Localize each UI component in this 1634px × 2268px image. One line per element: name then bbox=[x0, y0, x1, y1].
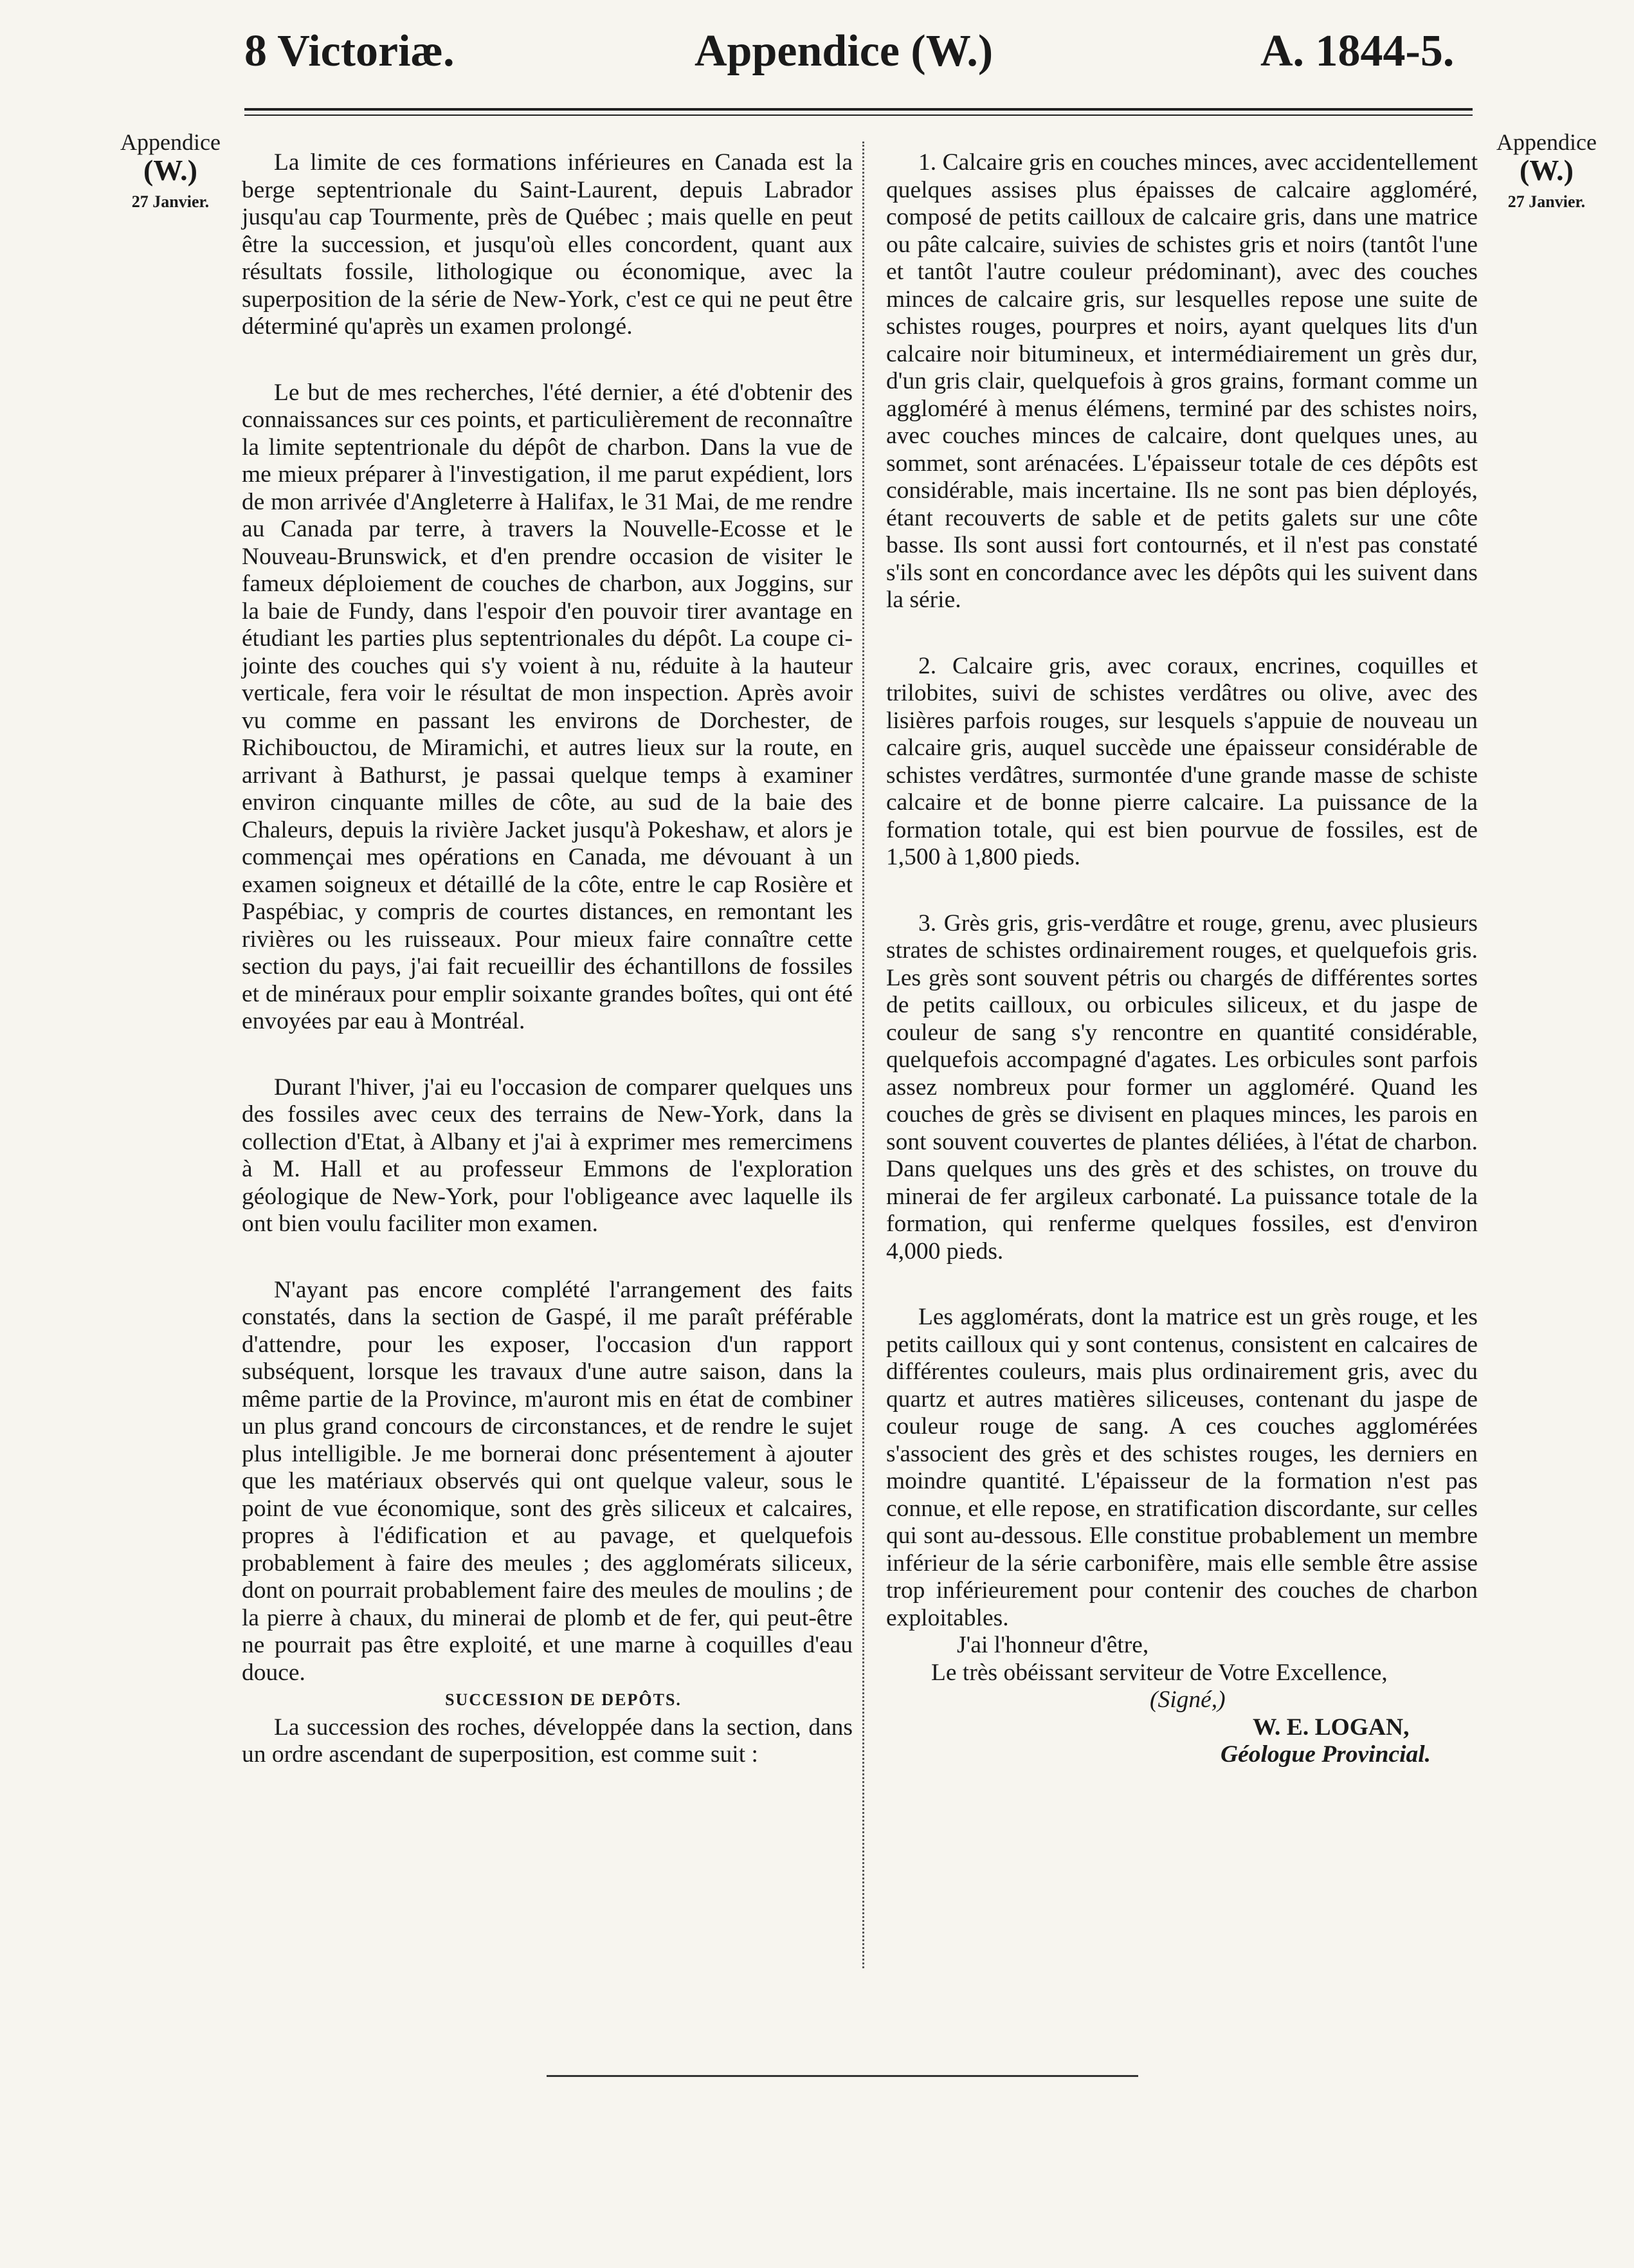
paragraph: La succession des roches, développée dans la section, dans un ordre ascendant de superposition, est comme suit : bbox=[242, 1714, 853, 1768]
footer-rule bbox=[547, 2075, 1138, 2077]
paragraph: 2. Calcaire gris, avec coraux, encrines, coquilles et trilobites, suivi de schistes verdâtres ou olive, avec des lisières parfois rouges, sur lesquels s'appuie de nouveau un calcaire gris, auquel succède une épaisseur considérable de schistes verdâtres, surmontée d'une grande masse de schiste calcaire et de bonne pierre calcaire. La puissance de la formation totale, qui est bien pourvue de fossiles, est de 1,500 à 1,800 pieds. bbox=[886, 652, 1478, 870]
margin-note-date: 27 Janvier. bbox=[131, 192, 210, 211]
section-heading: SUCCESSION DE DEPÔTS. bbox=[445, 1690, 682, 1709]
header-regnal-year: 8 Victoriæ. bbox=[244, 26, 455, 76]
page-header bbox=[231, 26, 1479, 90]
signatory-title: Géologue Provincial. bbox=[1221, 1741, 1431, 1768]
signatory-name: W. E. LOGAN, bbox=[1253, 1714, 1410, 1741]
margin-note-letter: (W.) bbox=[1520, 154, 1574, 187]
paragraph: Le but de mes recherches, l'été dernier, a été d'obtenir des connaissances sur ces points, et particulièrement de reconnaître la limite septentrionale du dépôt de charbon. Dans la vue de me mieux préparer à l'investigation, il me parut expédient, lors de mon arrivée d'Angleterre à Halifax, le 31 Mai, de me rendre au Canada par terre, à travers la Nouvelle-Ecosse et le Nouveau-Brunswick, et d'en prendre occasion de visiter le fameux déploiement de couches de charbon, aux Joggins, sur la baie de Fundy, dans l'espoir d'en pouvoir tirer avantage en étudiant les parties plus septentrionales du dépôt. La coupe ci-jointe des couches qui s'y voient à nu, réduite à la hauteur verticale, fera voir le résultat de mon inspection. Après avoir vu comme en passant les environs de Dorchester, de Richibouctou, de Miramichi, et autres lieux sur la route, en arrivant à Bathurst, je passai quelque temps à examiner environ cinquante milles de côte, au sud de la baie des Chaleurs, depuis la rivière Jacket jusqu'à Pokeshaw, et alors je commençai mes opérations en Canada, me dévouant à un examen soigneux et détaillé de la côte, entre le cap Rosière et Paspébiac, y compris de courtes distances, en remontant les rivières ou les ruisseaux. Pour mieux faire connaître cette section du pays, j'ai fait recueillir des échantillons de fossiles et de minéraux pour emplir soixante grandes boîtes, qui ont été envoyées par eau à Montréal. bbox=[242, 379, 853, 1034]
left-column bbox=[242, 149, 853, 1769]
margin-note-date: 27 Janvier. bbox=[1507, 192, 1586, 211]
closing-signed: (Signé,) bbox=[1150, 1687, 1226, 1713]
paragraph: 3. Grès gris, gris-verdâtre et rouge, grenu, avec plusieurs strates de schistes ordinairement rouges, et quelquefois gris. Les grès sont souvent pétris ou chargés de différentes sortes de petits cailloux, ou orbicules siliceux, et du jaspe de couleur de sang s'y rencontre en quantité considérable, quelquefois accompagné d'agates. Les orbicules sont parfois assez nombreux pour former un aggloméré. Quand les couches de grès se divisent en plaques minces, les parois en sont souvent couvertes de plantes déliées, à l'état de charbon. Dans quelques uns des grès et des schistes, on trouve du minerai de fer argileux carbonaté. La puissance totale de la formation, qui renferme quelques fossiles, est d'environ 4,000 pieds. bbox=[886, 910, 1478, 1265]
paragraph: N'ayant pas encore complété l'arrangement des faits constatés, dans la section de Gaspé, il me paraît préférable d'attendre, pour les exposer, l'occasion d'un rapport subséquent, lorsque les travaux d'une autre saison, dans la même partie de la Province, m'auront mis en état de combiner un plus grand concours de circonstances, et de rendre le sujet plus intelligible. Je me bornerai donc présentement à ajouter que les matériaux observés qui ont quelque valeur, sous le point de vue économique, sont des grès siliceux et calcaires, propres à l'édification et au pavage, et quelquefois probablement à faire des meules ; des agglomérats siliceux, dont on pourrait probablement faire des meules de moulins ; de la pierre à chaux, du minerai de plomb et de fer, qui peut-être ne pourrait pas être exploité, et une marne à coquilles d'eau douce. bbox=[242, 1276, 853, 1686]
header-rule bbox=[244, 108, 1473, 116]
header-year: A. 1844-5. bbox=[1260, 26, 1455, 76]
paragraph: Les agglomérats, dont la matrice est un grès rouge, et les petits cailloux qui y sont contenus, consistent en calcaires de différentes couleurs, mais plus ordinairement gris, avec du quartz et autres matières siliceuses, contenant du jaspe de couleur rouge de sang. A ces couches agglomérées s'associent des grès et des schistes rouges, les derniers en moindre quantité. L'épaisseur de la formation n'est pas connue, et elle repose, en stratification discordante, sur celles qui sont au-dessous. Elle constitue probablement un membre inférieur de la série carbonifère, mais elle semble être assise trop inférieurement pour contenir des couches de charbon exploitables. bbox=[886, 1304, 1478, 1631]
closing-greeting: J'ai l'honneur d'être, bbox=[957, 1632, 1149, 1658]
header-appendix: Appendice (W.) bbox=[694, 26, 994, 76]
margin-note-letter: (W.) bbox=[143, 154, 197, 187]
margin-note-right bbox=[1479, 129, 1614, 212]
closing-servant: Le très obéissant serviteur de Votre Excellence, bbox=[931, 1659, 1388, 1686]
paragraph: La limite de ces formations inférieures en Canada est la berge septentrionale du Saint-Laurent, depuis Labrador jusqu'au cap Tourmente, près de Québec ; mais quelle en peut être la succession, et jusqu'où elles concordent, quant aux résultats fossile, lithologique ou économique, avec la superposition de la série de New-York, c'est ce qui ne peut être déterminé qu'après un examen prolongé. bbox=[242, 149, 853, 340]
margin-note-label: Appendice bbox=[120, 129, 221, 155]
column-divider bbox=[862, 142, 864, 1968]
paragraph: Durant l'hiver, j'ai eu l'occasion de comparer quelques uns des fossiles avec ceux des terrains de New-York, dans la collection d'Etat, à Albany et j'ai à exprimer mes remercimens à M. Hall et au professeur Emmons de l'exploration géologique de New-York, pour l'obligeance avec laquelle ils ont bien voulu faciliter mon examen. bbox=[242, 1074, 853, 1237]
margin-note-label: Appendice bbox=[1496, 129, 1597, 155]
right-column bbox=[886, 149, 1478, 1769]
margin-note-left bbox=[109, 129, 231, 212]
paragraph: 1. Calcaire gris en couches minces, avec accidentellement quelques assises plus épaisses de calcaire aggloméré, composé de petits cailloux de calcaire gris, dans une matrice ou pâte calcaire, suivies de schistes gris et noirs (tantôt l'une et tantôt l'autre couleur prédominant), avec des couches minces de calcaire gris, sur lesquelles repose une suite de schistes rouges, pourpres et noirs, ayant quelques lits d'un calcaire noir bitumineux, et intermédiairement un grès dur, d'un gris clair, quelquefois à gros grains, formant comme un aggloméré à menus élémens, terminé par des schistes noirs, avec couches minces de calcaire, dont quelques unes, au sommet, sont arénacées. L'épaisseur totale de ces dépôts est considérable, mais incertaine. Ils ne sont pas bien déployés, étant recouverts de sable et de petits galets sur une côte basse. Ils sont aussi fort contournés, et il n'est pas constaté s'ils sont en concordance avec les dépôts qui les suivent dans la série. bbox=[886, 149, 1478, 613]
